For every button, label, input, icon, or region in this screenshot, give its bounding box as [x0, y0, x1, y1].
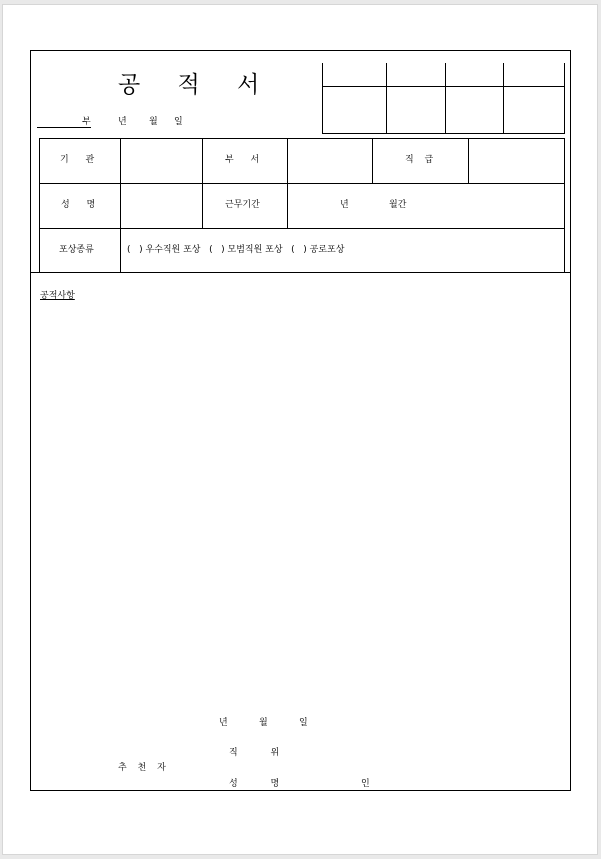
footer-day-label: 일 [299, 718, 308, 728]
approval-box-2[interactable] [387, 64, 444, 133]
seal-label: 인 [361, 779, 370, 789]
footer-position-label: 직 위 [229, 748, 280, 758]
approval-box-4[interactable] [504, 64, 563, 133]
footer-month-label: 월 [259, 718, 268, 728]
agency-field[interactable] [121, 139, 201, 183]
service-year-label[interactable]: 년 [340, 200, 349, 210]
date-prefix: 부 [82, 117, 91, 127]
page-title: 공 적 서 [118, 72, 275, 98]
name-field[interactable] [121, 184, 201, 228]
date-day-label: 일 [174, 117, 183, 127]
rank-label: 직 급 [405, 155, 434, 165]
award-type-label: 포상종류 [59, 245, 94, 255]
approval-box-1[interactable] [323, 64, 385, 133]
rank-field[interactable] [469, 139, 563, 183]
date-month-label: 월 [149, 117, 158, 127]
footer-name-label: 성 명 [229, 779, 280, 789]
merit-section-label: 공적사항 [40, 291, 75, 301]
name-label: 성 명 [61, 200, 96, 210]
agency-label: 기 관 [60, 155, 95, 165]
service-period-label: 근무기간 [225, 200, 260, 210]
department-label: 부 서 [225, 155, 260, 165]
approval-box-3[interactable] [446, 64, 502, 133]
footer-year-label: 년 [219, 718, 228, 728]
department-field[interactable] [288, 139, 371, 183]
recommender-label: 추 천 자 [118, 763, 166, 773]
merit-text-area[interactable] [40, 305, 560, 705]
award-type-options[interactable]: ( ) 우수직원 포상 ( ) 모범직원 포상 ( ) 공로포상 [127, 245, 345, 255]
service-month-label[interactable]: 월간 [389, 200, 407, 210]
date-year-label: 년 [118, 117, 127, 127]
